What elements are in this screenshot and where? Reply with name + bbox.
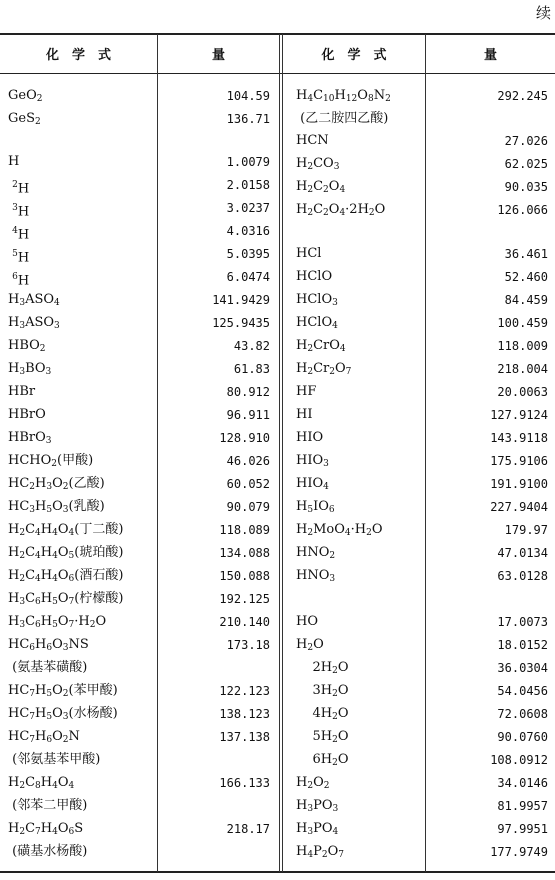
right-formula-cell: HClO: [296, 269, 333, 284]
left-weight-cell: 2.0158: [226, 178, 270, 192]
left-formula-cell: $^2$H: [12, 180, 30, 197]
continued-mark: 续: [535, 4, 551, 22]
left-formula-cell: $H_2C_8H_4O_4$: [8, 775, 75, 791]
right-formula-cell: $H_3PO_3$: [296, 798, 339, 814]
left-weight-cell: 80.912: [226, 385, 270, 399]
left-weight-cell: 134.088: [219, 546, 270, 560]
right-weight-cell: 218.004: [497, 362, 548, 376]
left-formula-cell: $HC_7H_5O_3$(水杨酸): [8, 706, 118, 722]
right-weight-cell: 20.0063: [497, 385, 548, 399]
left-formula-cell: GeS$_2$: [8, 111, 41, 127]
right-weight-cell: 54.0456: [497, 684, 548, 698]
left-formula-cell: $H_3C_6H_5O_7\cdot H_2O$: [8, 614, 107, 630]
right-formula-cell: $HNO_3$: [296, 568, 336, 584]
header-formula-right: 化 学 式: [321, 47, 387, 63]
left-formula-cell: $H_3C_6H_5O_7$(柠檬酸): [8, 591, 124, 607]
right-weight-cell: 62.025: [504, 157, 548, 171]
right-weight-cell: 118.009: [497, 339, 548, 353]
right-formula-cell: $4H_2O$: [296, 706, 349, 722]
left-weight-cell: 210.140: [219, 615, 270, 629]
left-formula-cell: (邻氨基苯甲酸): [8, 752, 101, 767]
left-formula-cell: $H_3ASO_4$: [8, 292, 60, 308]
left-formula-cell: $HBO_2$: [8, 338, 46, 354]
right-weight-cell: 17.0073: [497, 615, 548, 629]
left-formula-cell: $HC_3H_5O_3$(乳酸): [8, 499, 105, 515]
left-weight-cell: 192.125: [219, 592, 270, 606]
left-weight-cell: 128.910: [219, 431, 270, 445]
right-weight-cell: 227.9404: [490, 500, 548, 514]
right-formula-cell: $H_2MoO_4\cdot H_2O$: [296, 522, 383, 538]
right-weight-cell: 36.461: [504, 247, 548, 261]
right-formula-cell: $H_2O$: [296, 637, 324, 653]
left-weight-cell: 137.138: [219, 730, 270, 744]
header-formula-left: 化 学 式: [45, 47, 111, 63]
header-weight-right: 量: [483, 47, 497, 63]
left-weight-cell: 6.0474: [226, 270, 270, 284]
right-weight-cell: 63.0128: [497, 569, 548, 583]
right-formula-cell: $H_4P_2O_7$: [296, 844, 344, 860]
right-weight-cell: 108.0912: [490, 753, 548, 767]
left-formula-cell: (邻苯二甲酸): [8, 798, 88, 813]
right-weight-cell: 127.9124: [490, 408, 548, 422]
header-rule: [0, 73, 555, 74]
right-weight-cell: 292.245: [497, 89, 548, 103]
right-formula-cell: HI: [296, 407, 313, 422]
left-weight-cell: 4.0316: [226, 224, 270, 238]
right-formula-cell: HClO$_3$: [296, 292, 338, 308]
right-weight-cell: 47.0134: [497, 546, 548, 560]
right-weight-cell: 27.026: [504, 134, 548, 148]
left-weight-cell: 3.0237: [226, 201, 270, 215]
left-formula-cell: HBrO$_3$: [8, 430, 52, 446]
left-formula-cell: H: [8, 154, 20, 169]
left-formula-cell: $^6$H: [12, 272, 30, 289]
left-formula-cell: HBrO: [8, 407, 46, 422]
left-weight-cell: 118.089: [219, 523, 270, 537]
left-formula-cell: $HC_2H_3O_2$(乙酸): [8, 476, 105, 492]
right-weight-cell: 52.460: [504, 270, 548, 284]
left-formula-cell: $HC_6H_6O_3NS$: [8, 637, 89, 653]
right-formula-cell: HCl: [296, 246, 322, 261]
left-weight-cell: 125.9435: [212, 316, 270, 330]
left-formula-cell: HBr: [8, 384, 36, 399]
right-formula-cell: (乙二胺四乙酸): [296, 111, 389, 126]
double-column-divider: [279, 34, 283, 872]
left-weight-cell: 122.123: [219, 684, 270, 698]
left-formula-cell: (磺基水杨酸): [8, 844, 88, 859]
left-weight-cell: 173.18: [226, 638, 270, 652]
left-weight-cell: 104.59: [226, 89, 270, 103]
left-weight-cell: 96.911: [226, 408, 270, 422]
bottom-rule: [0, 871, 555, 873]
right-formula-cell: $3H_2O$: [296, 683, 349, 699]
left-weight-cell: 43.82: [233, 339, 270, 353]
right-weight-cell: 81.9957: [497, 799, 548, 813]
right-weight-cell: 34.0146: [497, 776, 548, 790]
left-weight-cell: 166.133: [219, 776, 270, 790]
right-formula-cell: $H_2O_2$: [296, 775, 330, 791]
left-weight-cell: 218.17: [226, 822, 270, 836]
right-formula-cell: $2H_2O$: [296, 660, 349, 676]
right-formula-cell: HO: [296, 614, 318, 629]
right-weight-cell: 143.9118: [490, 431, 548, 445]
right-formula-cell: $H_3PO_4$: [296, 821, 339, 837]
right-formula-cell: HIO: [296, 430, 324, 445]
top-rule: [0, 33, 555, 35]
left-formula-cell: (氨基苯磺酸): [8, 660, 88, 675]
right-weight-cell: 18.0152: [497, 638, 548, 652]
left-weight-cell: 61.83: [233, 362, 270, 376]
right-weight-cell: 177.9749: [490, 845, 548, 859]
left-formula-cell: $^4$H: [12, 226, 30, 243]
right-formula-cell: $H_2C_2O_4$: [296, 179, 346, 195]
right-weight-cell: 90.0760: [497, 730, 548, 744]
header-weight-left: 量: [211, 47, 225, 63]
right-formula-cell: $HIO_3$: [296, 453, 329, 469]
left-weight-cell: 46.026: [226, 454, 270, 468]
right-weight-cell: 175.9106: [490, 454, 548, 468]
left-formula-cell: $H_2C_4H_4O_4$(丁二酸): [8, 522, 124, 538]
right-formula-cell: $H_2C_2O_4\cdot 2H_2O$: [296, 202, 386, 218]
left-weight-cell: 136.71: [226, 112, 270, 126]
right-formula-cell: $HNO_2$: [296, 545, 336, 561]
left-formula-cell: $^5$H: [12, 249, 30, 266]
right-formula-cell: HF: [296, 384, 317, 399]
right-formula-cell: $H_4C_{10}H_{12}O_8N_2$: [296, 88, 391, 104]
left-formula-cell: $H_2C_4H_4O_6$(酒石酸): [8, 568, 124, 584]
right-weight-cell: 84.459: [504, 293, 548, 307]
left-formula-cell: $HC_7H_5O_2$(苯甲酸): [8, 683, 118, 699]
right-formula-cell: $5H_2O$: [296, 729, 349, 745]
right-formula-cell: $H_2CO_3$: [296, 156, 340, 172]
right-formula-cell: HCN: [296, 133, 329, 148]
left-weight-cell: 141.9429: [212, 293, 270, 307]
left-weight-cell: 5.0395: [226, 247, 270, 261]
left-weight-cell: 1.0079: [226, 155, 270, 169]
right-formula-cell: $H_5IO_6$: [296, 499, 335, 515]
left-formula-cell: $H_3ASO_3$: [8, 315, 60, 331]
left-formula-cell: $HCHO_2$(甲酸): [8, 453, 94, 469]
right-formula-cell: $H_2Cr_2O_7$: [296, 361, 352, 377]
left-weight-cell: 150.088: [219, 569, 270, 583]
right-weight-cell: 126.066: [497, 203, 548, 217]
left-formula-cell: $H_3BO_3$: [8, 361, 52, 377]
right-weight-cell: 36.0304: [497, 661, 548, 675]
right-formula-cell: $HIO_4$: [296, 476, 329, 492]
right-formula-cell: $H_2CrO_4$: [296, 338, 346, 354]
right-weight-cell: 191.9100: [490, 477, 548, 491]
left-formula-cell: $H_2C_7H_4O_6S$: [8, 821, 84, 837]
left-formula-cell: $HC_7H_6O_2N$: [8, 729, 80, 745]
right-weight-cell: 97.9951: [497, 822, 548, 836]
right-weight-cell: 179.97: [504, 523, 548, 537]
right-formula-cell: HClO$_4$: [296, 315, 338, 331]
right-weight-cell: 100.459: [497, 316, 548, 330]
right-weight-cell: 72.0608: [497, 707, 548, 721]
left-weight-cell: 138.123: [219, 707, 270, 721]
left-weight-cell: 60.052: [226, 477, 270, 491]
right-formula-cell: $6H_2O$: [296, 752, 349, 768]
left-formula-cell: GeO$_2$: [8, 88, 43, 104]
left-formula-cell: $H_2C_4H_4O_5$(琥珀酸): [8, 545, 124, 561]
left-formula-cell: $^3$H: [12, 203, 30, 220]
left-weight-cell: 90.079: [226, 500, 270, 514]
right-weight-cell: 90.035: [504, 180, 548, 194]
